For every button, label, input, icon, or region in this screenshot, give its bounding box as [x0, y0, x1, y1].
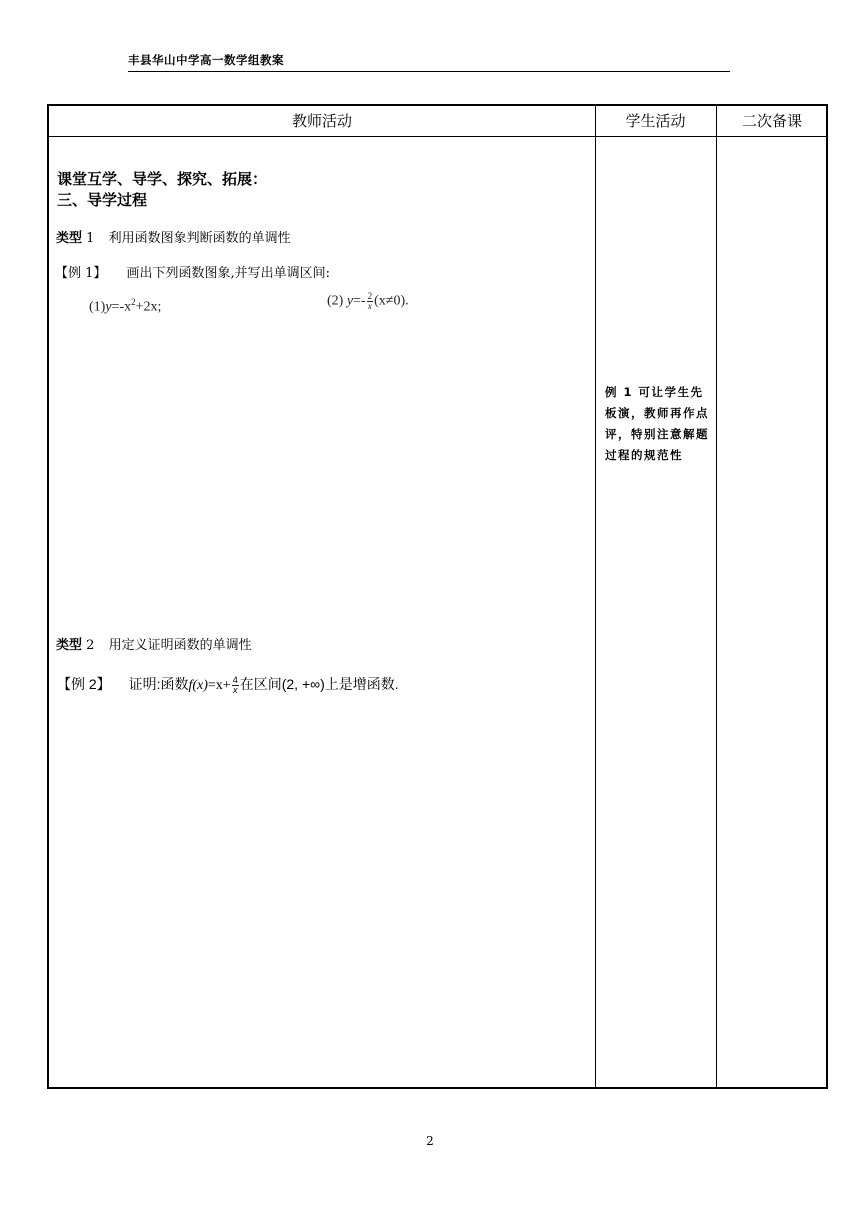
example1-formula-1 [89, 297, 161, 316]
section-subtitle: 三、导学过程 [57, 191, 148, 209]
column-header-teacher: 教师活动 [291, 112, 352, 130]
example1-formula-2 [327, 292, 409, 311]
column-divider [595, 106, 596, 1087]
column-divider [716, 106, 717, 1087]
type1-number: 1 [86, 231, 95, 246]
formula-part: =- [353, 293, 366, 309]
example1-line [55, 262, 330, 281]
formula-prefix: (1) [89, 299, 106, 315]
formula-part: +2x; [135, 299, 162, 315]
document-header: 丰县华山中学高一数学组教案 [128, 52, 730, 72]
example2-fx: f(x) [188, 678, 208, 693]
example2-eq: =x+ [207, 678, 231, 693]
type2-label: 类型 [56, 638, 83, 653]
example2-tag: 【例 2】 [57, 676, 111, 692]
example2-tail: 在区间(2, +∞)上是增函数. [239, 676, 399, 692]
formula-prefix: (2) [327, 293, 347, 309]
page-number: 2 [426, 1134, 434, 1148]
fraction-denominator: x [367, 301, 372, 311]
formula-var: y [105, 299, 112, 315]
formula-exponent: 2 [131, 297, 136, 307]
formula-part: (x≠0). [374, 293, 409, 309]
student-activity-note: 例 1 可让学生先板演，教师再作点评，特别注意解题过程的规范性 [605, 385, 709, 462]
type2-description: 用定义证明函数的单调性 [108, 638, 252, 653]
example1-text: 画出下列函数图象,并写出单调区间: [126, 266, 331, 281]
type2-number: 2 [86, 638, 95, 653]
example2-fraction [232, 676, 239, 695]
header-divider [49, 136, 826, 137]
example1-tag: 【例 1】 [55, 266, 107, 281]
section-title: 课堂互学、导学、探究、拓展： [57, 170, 268, 188]
column-header-student: 学生活动 [625, 112, 686, 130]
formula-var: y [346, 293, 354, 309]
formula-fraction [367, 292, 374, 311]
column-header-revision: 二次备课 [741, 112, 802, 130]
fraction-numerator: 2 [367, 291, 373, 301]
example2-lead: 证明:函数 [128, 676, 189, 692]
fraction-denominator: x [232, 684, 238, 695]
fraction-numerator: 4 [232, 674, 238, 685]
type1-label: 类型 [56, 231, 83, 246]
type1-description: 利用函数图象判断函数的单调性 [108, 231, 291, 246]
example2-line [57, 674, 399, 695]
type2-line [56, 634, 252, 653]
formula-part: =-x [111, 299, 132, 315]
lesson-table [47, 104, 828, 1089]
type1-line [56, 227, 291, 246]
